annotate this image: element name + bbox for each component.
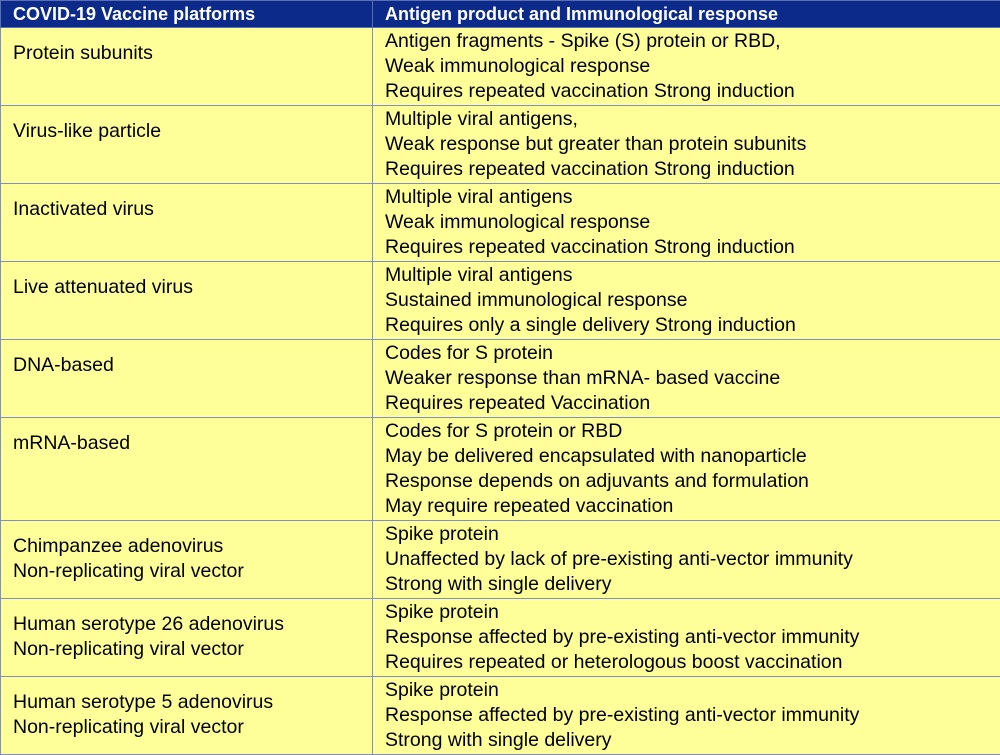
platform-name: Human serotype 5 adenovirus bbox=[13, 690, 372, 715]
response-line: Response depends on adjuvants and formulation bbox=[385, 469, 1000, 494]
response-line: Sustained immunological response bbox=[385, 288, 1000, 313]
table-row bbox=[1, 418, 1000, 521]
header-antigen-response: Antigen product and Immunological response bbox=[373, 1, 1000, 28]
response-cell bbox=[373, 184, 1000, 262]
table-row bbox=[1, 521, 1000, 599]
response-cell bbox=[373, 106, 1000, 184]
platform-name: Human serotype 26 adenovirus bbox=[13, 612, 372, 637]
response-cell bbox=[373, 340, 1000, 418]
table-row bbox=[1, 599, 1000, 677]
response-cell bbox=[373, 521, 1000, 599]
response-cell bbox=[373, 677, 1000, 755]
table-row bbox=[1, 262, 1000, 340]
platform-name: Non-replicating viral vector bbox=[13, 715, 372, 740]
platform-name: Live attenuated virus bbox=[13, 275, 372, 300]
response-line: Requires repeated vaccination Strong induction bbox=[385, 157, 1000, 182]
response-line: May be delivered encapsulated with nanoparticle bbox=[385, 444, 1000, 469]
table-body bbox=[1, 28, 1000, 755]
response-line: Multiple viral antigens bbox=[385, 185, 1000, 210]
platform-cell bbox=[1, 418, 373, 521]
response-line: Weak immunological response bbox=[385, 210, 1000, 235]
response-line: Response affected by pre-existing anti-vector immunity bbox=[385, 703, 1000, 728]
response-line: Requires repeated Vaccination bbox=[385, 391, 1000, 416]
platform-cell bbox=[1, 677, 373, 755]
platform-name: Non-replicating viral vector bbox=[13, 637, 372, 662]
response-line: Weak response but greater than protein subunits bbox=[385, 132, 1000, 157]
platform-cell bbox=[1, 599, 373, 677]
response-line: Unaffected by lack of pre-existing anti-vector immunity bbox=[385, 547, 1000, 572]
response-line: May require repeated vaccination bbox=[385, 494, 1000, 519]
response-line: Codes for S protein or RBD bbox=[385, 419, 1000, 444]
platform-name: Non-replicating viral vector bbox=[13, 559, 372, 584]
table-row bbox=[1, 184, 1000, 262]
response-line: Spike protein bbox=[385, 678, 1000, 703]
platform-cell bbox=[1, 106, 373, 184]
platform-cell bbox=[1, 262, 373, 340]
response-line: Strong with single delivery bbox=[385, 728, 1000, 753]
platform-name: Inactivated virus bbox=[13, 197, 372, 222]
response-line: Antigen fragments - Spike (S) protein or RBD, bbox=[385, 29, 1000, 54]
response-line: Requires repeated vaccination Strong induction bbox=[385, 79, 1000, 104]
response-cell bbox=[373, 262, 1000, 340]
response-line: Weak immunological response bbox=[385, 54, 1000, 79]
table-header-row bbox=[1, 1, 1000, 28]
response-line: Multiple viral antigens, bbox=[385, 107, 1000, 132]
platform-name: Virus-like particle bbox=[13, 119, 372, 144]
header-platforms: COVID-19 Vaccine platforms bbox=[1, 1, 373, 28]
platform-name: mRNA-based bbox=[13, 431, 372, 456]
response-line: Multiple viral antigens bbox=[385, 263, 1000, 288]
response-line: Requires repeated vaccination Strong induction bbox=[385, 235, 1000, 260]
platform-cell bbox=[1, 28, 373, 106]
platform-cell bbox=[1, 521, 373, 599]
response-line: Weaker response than mRNA- based vaccine bbox=[385, 366, 1000, 391]
platform-name: Protein subunits bbox=[13, 41, 372, 66]
response-cell bbox=[373, 28, 1000, 106]
response-line: Spike protein bbox=[385, 600, 1000, 625]
platform-name: Chimpanzee adenovirus bbox=[13, 534, 372, 559]
response-line: Response affected by pre-existing anti-vector immunity bbox=[385, 625, 1000, 650]
response-line: Requires only a single delivery Strong induction bbox=[385, 313, 1000, 338]
table-row bbox=[1, 106, 1000, 184]
response-line: Strong with single delivery bbox=[385, 572, 1000, 597]
response-line: Spike protein bbox=[385, 522, 1000, 547]
platform-cell bbox=[1, 340, 373, 418]
response-line: Requires repeated or heterologous boost vaccination bbox=[385, 650, 1000, 675]
response-cell bbox=[373, 418, 1000, 521]
response-cell bbox=[373, 599, 1000, 677]
table-row bbox=[1, 28, 1000, 106]
table-row bbox=[1, 677, 1000, 755]
platform-name: DNA-based bbox=[13, 353, 372, 378]
platform-cell bbox=[1, 184, 373, 262]
response-line: Codes for S protein bbox=[385, 341, 1000, 366]
table-row bbox=[1, 340, 1000, 418]
